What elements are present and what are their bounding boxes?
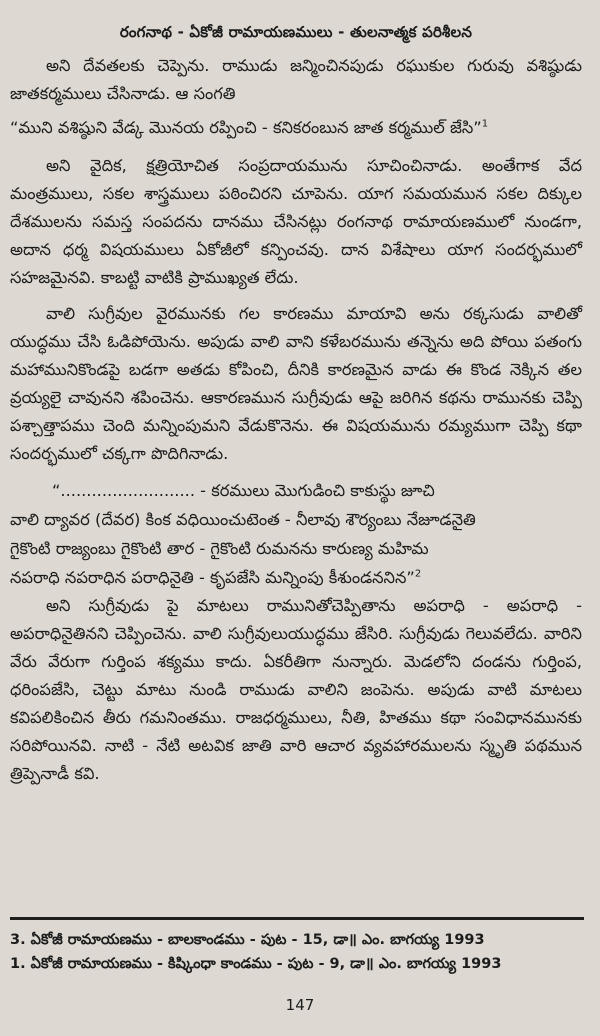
verse-line: గైకొంటి రాజ్యంబు గైకొంటి తార - గైకొంటి రుమనను కారుణ్య మహిమ <box>10 539 429 558</box>
page-number: 147 <box>285 996 315 1014</box>
footnotes <box>10 928 586 976</box>
verse-block <box>10 476 582 592</box>
quote-text: “ముని వశిష్ఠుని వేడ్క మొనయ రప్పించి - కనికరంబున జాత కర్మముల్ జేసి” <box>10 118 482 137</box>
paragraph-2: అని వైదిక, క్షత్రియోచిత సంప్రదాయమును సూచించినాడు. అంతేగాక వేద మంత్రములు, సకల శాస్త్రములు పఠించిరని చూపెను. యాగ సమయమున సకల దిక్కుల దేశములను సమస్త సంపదను దానము చేసినట్లు రంగనాథ రామాయణములో నుండగా, అదాన ధర్మ విషయములు ఏకోజీలో కన్పించవు. దాన విశేషాలు యాగ సందర్భములో సహజమైనవి. కాబట్టి వాటికి ప్రాముఖ్యత లేదు. <box>10 156 582 287</box>
paragraph-1: అని దేవతలకు చెప్పెను. రాముడు జన్మించినపుడు రఘుకుల గురువు వశిష్ఠుడు జాతకర్మములు చేసినాడు. ఆ సంగతి <box>10 56 582 103</box>
footnote-divider <box>10 917 584 920</box>
footnote-item: 3. ఏకోజీ రామాయణము - బాలకాండము - పుట - 15, డా॥ ఎం. బాగయ్య 1993 <box>10 932 485 948</box>
verse-line-text: నపరాధి నపరాధిన పరాధినైతి - కృపజేసి మన్నింపు కీశుండననిన” <box>10 568 415 587</box>
footnote-ref-1: 1 <box>481 118 489 130</box>
paragraph-gap <box>10 292 582 300</box>
paragraph-4: అని సుగ్రీవుడు పై మాటలు రామునితోచెప్పితాను అపరాధి - అపరాధి - అపరాధినైతినని చెప్పించెను. వాలి సుగ్రీవులుయుద్ధము జేసిరి. సుగ్రీవుడు గెలువలేదు. వారిని వేరు వేరుగా గుర్తింప శక్యము కాదు. ఏకరీతిగా నున్నారు. మెడలోని దండను గుర్తింప, ధరింపజేసి, చెట్టు మాటు నుండి రాముడు వాలిని జంపెను. అపుడు వాటి మాటలు కవిపలికించిన తీరు గమనింతము. రాజధర్మములు, నీతి, హితము కథా సంవిధానమునకు సరిపోయినవి. నాటి - నేటి అటవిక జాతి వారి ఆచార వ్యవహారములను స్మృతి పథమున త్రిప్పెనాడీ కవి. <box>10 596 582 783</box>
paragraph-gap <box>10 468 582 476</box>
footnote-item: 1. ఏకోజీ రామాయణము - కిష్కింధా కాండము - పుట - 9, డా॥ ఎం. బాగయ్య 1993 <box>10 956 502 972</box>
verse-line-last <box>10 563 582 592</box>
footnote-ref-2: 2 <box>414 568 422 580</box>
verse-line: వాలి ద్యావర (దేవర) కింక వధియించుటెంత - నీలావు శౌర్యంబు నేజూడనైతి <box>10 510 476 529</box>
running-header: రంగనాథ - ఏకోజీ రామాయణములు - తులనాత్మక పరిశీలన <box>119 23 473 41</box>
verse-line: “.......................... - కరములు మొగుడించి కాకుస్థు జూచి <box>52 481 435 500</box>
quoted-verse-1 <box>10 114 582 142</box>
paragraph-3: వాలి సుగ్రీవుల వైరమునకు గల కారణము మాయావి అను రక్కసుడు వాలితో యుద్ధము చేసి ఓడిపోయెను. అపుడు వాలి వాని కళేబరమును తన్నెను అది పోయి పతంగు మహామునికొండపై బడగా అతడు కోపించి, దీనికి కారణమైన వాడు ఈ కొండ నెక్కిన తల వ్రయ్యలై చావునని శపించెను. ఆకారణమున సుగ్రీవుడు ఆపై జరిగిన కథను రామునకు చెప్పి పశ్చాత్తాపము చెంది మన్నింపుమని వేడుకొనెను. ఈ విషయమును రమ్యముగా చెప్పి కథా సందర్భములో చక్కగా పొదిగినాడు. <box>10 304 582 463</box>
